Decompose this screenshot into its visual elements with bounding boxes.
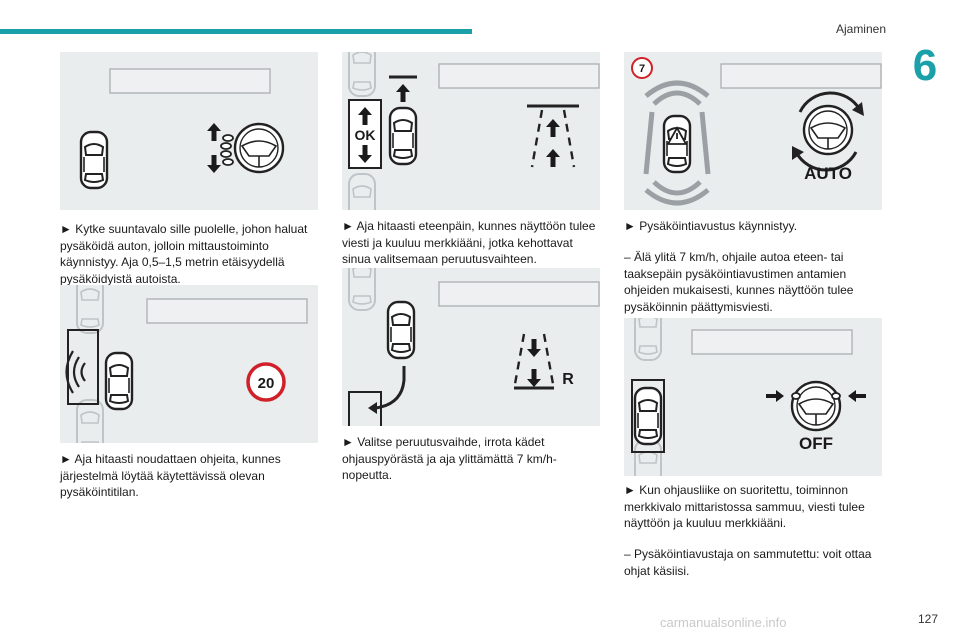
watermark: carmanualsonline.info — [660, 615, 787, 630]
instruction-text-4: ► Valitse peruutusvaihde, irrota kädet ohjauspyörästä ja aja ylittämättä 7 km/h-nopeutta. — [342, 435, 557, 482]
figure-reverse-gear — [342, 268, 600, 426]
auto-label: AUTO — [804, 164, 852, 183]
ok-label: OK — [354, 127, 376, 143]
chapter-number: 6 — [912, 41, 938, 90]
reverse-label: R — [562, 371, 574, 388]
step-number: 7 — [638, 63, 646, 75]
instruction-text-2: ► Aja hitaasti noudattaen ohjeita, kunnes järjestelmä löytää käytettävissä olevan pysäköintitilan. — [60, 452, 281, 499]
move-forward-icon — [342, 52, 600, 210]
figure-scan-space — [60, 285, 318, 443]
header-accent-bar — [0, 29, 472, 34]
figure-assist-off — [624, 318, 882, 476]
parking-space-scan-icon — [60, 285, 318, 443]
reverse-gear-icon — [342, 268, 600, 426]
section-title: Ajaminen — [835, 22, 886, 36]
instruction-text-3: ► Aja hitaasti eteenpäin, kunnes näyttöön tulee viesti ja kuuluu merkkiääni, jotka kehottavat sinua valitsemaan peruutusvaihteen. — [342, 219, 596, 266]
instruction-text-6: – Älä ylitä 7 km/h, ohjaile autoa eteen- tai taaksepäin pysäköintiavustimen antamien ohjeiden mukaisesti, kunnes näyttöön tulee pysäköinnin päättymisviesti. — [624, 250, 854, 314]
page-number: 127 — [917, 612, 938, 626]
figure-assist-auto — [624, 52, 882, 210]
instruction-text-7: ► Kun ohjausliike on suoritettu, toiminnon merkkivalo mittaristossa sammuu, viesti tulee näyttöön ja kuuluu merkkiääni. — [624, 483, 865, 530]
figure-turn-signal — [60, 52, 318, 210]
off-label: OFF — [799, 434, 833, 453]
speed-sign-value: 20 — [257, 375, 275, 392]
turn-signal-parking-icon — [60, 52, 318, 210]
parking-assist-auto-icon — [624, 52, 882, 210]
instruction-text-1: ► Kytke suuntavalo sille puolelle, johon haluat pysäköidä auton, jolloin mittaustoiminto käynnistyy. Aja 0,5–1,5 metrin etäisyydellä pysäköidyistä autoista. — [60, 222, 308, 286]
instruction-text-8: – Pysäköintiavustaja on sammutettu: voit ottaa ohjat käsiisi. — [624, 547, 872, 578]
figure-move-forward — [342, 52, 600, 210]
parking-assist-off-icon — [624, 318, 882, 476]
instruction-text-5: ► Pysäköintiavustus käynnistyy. — [624, 219, 798, 233]
